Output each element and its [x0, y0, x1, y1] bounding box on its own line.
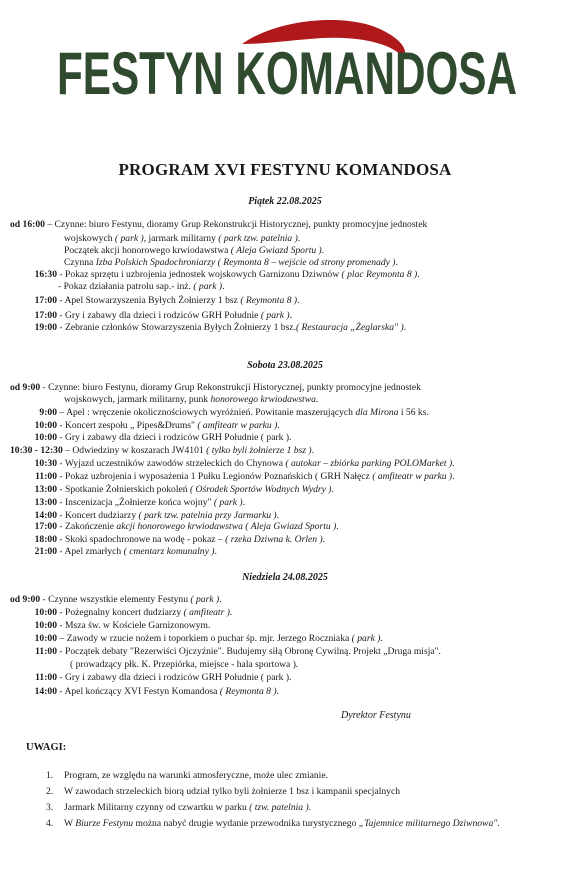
entry-location: ( rzeka Dziwna k. Orlen ) [225, 534, 323, 545]
entry-text: - Czynne: biuro Festynu, dioramy Grup Rekonstrukcji Historycznej, punkty promocyjne jednostek [40, 382, 421, 393]
entry-text: - Początek debaty "Rezerwiści Ojczyźnie". Budujemy siłą Obronę Cywilną. Projekt „Druga misja". [57, 646, 441, 657]
note-item [46, 770, 328, 781]
entry-text: - Wyjazd uczestników zawodów strzeleckich do Chynowa [57, 458, 286, 469]
entry-text: - Pokaz uzbrojenia i wyposażenia 1 Pułku Legionów Poznańskich ( GRH Nałęcz [57, 471, 373, 482]
entry-time: 10:30 - 12:30 [10, 445, 63, 456]
entry-location: ( Restauracja „Żeglarska" ) [295, 322, 404, 333]
program-entry [10, 407, 429, 419]
note-emphasis: „Tajemnice militarnego Dziwnowa" [358, 818, 498, 829]
entry-location: honorowego krwiodawstwa [210, 394, 316, 405]
entry-location: ( tylko byli żołnierze 1 bsz ) [206, 445, 312, 456]
note-emphasis: ( tzw. patelnia ) [249, 802, 309, 813]
entry-text: . [222, 281, 225, 292]
entry-text: - Pokaz działania patrolu sap.- inż. [58, 281, 194, 292]
entry-location: ( park ) [114, 233, 144, 244]
entry-text: - Gry i zabawy dla dzieci i rodziców GRH Południe ( park ). [57, 672, 292, 683]
entry-text: - Spotkanie Żołnierskich pokoleń [57, 484, 190, 495]
program-entry [10, 686, 279, 698]
program-entry [64, 233, 300, 245]
entry-location: akcji honorowego krwiodawstwa ( Aleja Gwiazd Sportu ) [116, 521, 337, 532]
entry-text: - Zebranie członków Stowarzyszenia Byłych Żołnierzy 1 bsz. [57, 322, 296, 333]
entry-location: ( Ośrodek Sportów Wodnych Wydry ) [189, 484, 332, 495]
entry-text: . [452, 458, 455, 469]
entry-time: 14:00 [34, 686, 57, 697]
note-number: 1. [46, 770, 54, 781]
program-entry [10, 219, 427, 231]
program-entry [64, 245, 324, 257]
program-entry [10, 607, 232, 619]
entry-text: - Gry i zabawy dla dzieci i rodziców GRH Południe [57, 310, 261, 321]
program-entry [10, 546, 217, 558]
note-number: 3. [46, 802, 54, 813]
entry-text: . [276, 686, 279, 697]
entry-text: . [229, 607, 233, 618]
entry-location: ( park tzw. patelnia przy Jarmarku ) [138, 510, 277, 521]
entry-time: 9:00 [39, 407, 57, 418]
entry-text: . [219, 594, 222, 605]
entry-time: 11:00 [35, 646, 57, 657]
program-entry [10, 633, 383, 645]
program-entry [10, 620, 210, 632]
entry-text: . [277, 420, 280, 431]
program-entry [70, 659, 298, 671]
entry-text: . [336, 521, 339, 532]
entry-location: . [295, 659, 299, 670]
entry-text: – Odwiedziny w koszarach JW4101 [62, 445, 207, 456]
note-number: 4. [46, 818, 54, 829]
entry-location: ( amfiteatr w parku ) [197, 420, 278, 431]
day-heading: Sobota 23.08.2025 [247, 360, 323, 371]
entry-location: dla Mirona [355, 407, 399, 418]
program-entry [10, 269, 420, 281]
entry-location: ( park ) [351, 633, 381, 644]
program-entry [10, 471, 455, 483]
entry-time: 17:00 [34, 295, 57, 306]
entry-text: - Gry i zabawy dla dzieci i rodziców GRH Południe ( park ). [57, 432, 292, 443]
entry-text: - Koncert dudziarzy [57, 510, 139, 521]
entry-text: . [289, 310, 292, 321]
entry-text: – Apel : wręczenie okolicznościowych wyróżnień. Powitanie maszerujących [57, 407, 356, 418]
entry-location: ( amfiteatr ) [183, 607, 230, 618]
note-item [46, 818, 500, 829]
entry-time: 16:30 [34, 269, 57, 280]
day-heading: Niedziela 24.08.2025 [242, 572, 328, 583]
entry-text: - Zakończenie [57, 521, 117, 532]
entry-time: od 9:00 [10, 382, 41, 393]
note-text: . [497, 818, 500, 829]
note-item [46, 802, 312, 813]
entry-location: ( park tzw. patelnia ) [218, 233, 298, 244]
entry-text: . [380, 633, 383, 644]
entry-text: . [321, 245, 325, 256]
entry-location: ( park ) [260, 310, 290, 321]
entry-time: 19:00 [34, 322, 57, 333]
entry-time: 18:00 [34, 534, 57, 545]
program-entry [10, 594, 222, 606]
entry-location: ( Reymonta 8 ) [219, 686, 277, 697]
program-entry [10, 295, 299, 307]
entry-time: 17:00 [34, 521, 57, 532]
entry-text: - Apel zmarłych [57, 546, 124, 557]
entry-text: . [214, 546, 217, 557]
program-entry [10, 420, 280, 432]
program-entry [58, 281, 225, 293]
entry-text: Początek akcji honorowego krwiodawstwa [64, 245, 231, 256]
festival-logo [52, 14, 522, 104]
page-title: PROGRAM XVI FESTYNU KOMANDOSA [118, 160, 452, 179]
entry-text: - Skoki spadochronowe na wodę - pokaz – [57, 534, 226, 545]
entry-time: 14:00 [34, 510, 57, 521]
entry-text: . [322, 534, 326, 545]
entry-text: - Koncert zespołu „ Pipes&Drums" [57, 420, 198, 431]
entry-time: 10:00 [34, 620, 57, 631]
entry-text: . [331, 484, 334, 495]
entry-time: 10:00 [34, 432, 57, 443]
program-entry [64, 257, 398, 269]
logo-text: FESTYN KOMANDOSA [57, 40, 517, 104]
entry-text: - Inscenizacja „Żołnierze końca wojny" [57, 497, 214, 508]
entry-text: - Pokaz sprzętu i uzbrojenia jednostek wojskowych Garnizonu Dziwnów [57, 269, 342, 280]
entry-text: . [452, 471, 455, 482]
entry-location: ( cmentarz komunalny ) [123, 546, 215, 557]
program-entry [10, 382, 421, 394]
entry-time: 11:00 [35, 672, 57, 683]
program-entry [10, 646, 441, 658]
entry-time: 17:00 [34, 310, 57, 321]
entry-location: Izba Polskich Spadochroniarzy ( Reymonta 8 – wejście od strony promenady ) [95, 257, 396, 268]
entry-text: ( prowadzący płk. K. Przepiórka, miejsce - hala sportowa ) [70, 659, 296, 670]
entry-time: od 9:00 [10, 594, 41, 605]
program-entry [10, 432, 291, 444]
entry-text: . [297, 233, 301, 244]
program-entry [10, 322, 406, 334]
entry-text: – Zawody w rzucie nożem i toporkiem o puchar śp. mjr. Jerzego Roczniaka [57, 633, 352, 644]
entry-time: 10:00 [34, 420, 57, 431]
entry-text: , jarmark militarny [143, 233, 219, 244]
entry-time: 11:00 [35, 471, 57, 482]
entry-location: ( plac Reymonta 8 ) [341, 269, 418, 280]
entry-text: wojskowych [64, 233, 115, 244]
entry-time: 10:00 [34, 607, 57, 618]
entry-text: - Apel kończący XVI Festyn Komandosa [57, 686, 220, 697]
entry-text: - Apel Stowarzyszenia Byłych Żołnierzy 1 bsz [57, 295, 241, 306]
note-text: można nabyć drugie wydanie przewodnika turystycznego [133, 818, 359, 829]
program-entry [10, 484, 334, 496]
entry-text: – Czynne: biuro Festynu, dioramy Grup Rekonstrukcji Historycznej, punkty promocyjne jednostek [44, 219, 428, 230]
entry-location: ( Reymonta 8 ) [240, 295, 298, 306]
entry-text: . [403, 322, 407, 333]
entry-location: ( autokar – zbiórka parking POLOMarket ) [285, 458, 453, 469]
entry-text: . [417, 269, 420, 280]
signature: Dyrektor Festynu [341, 710, 411, 721]
entry-location: ( Aleja Gwiazd Sportu ) [230, 245, 322, 256]
program-entry [64, 394, 318, 406]
entry-text: . [311, 445, 315, 456]
note-text: W [64, 818, 76, 829]
note-text: Jarmark Militarny czynny od czwartku w parku [64, 802, 250, 813]
note-text: W zawodach strzeleckich biorą udział tylko byli żołnierze 1 bsz i kampanii specjalnych [64, 786, 401, 797]
entry-text: Czynna [64, 257, 96, 268]
program-entry [10, 458, 455, 470]
program-entry [10, 672, 291, 684]
entry-location: ( amfiteatr w parku ) [372, 471, 453, 482]
entry-location: ( park ) [213, 497, 243, 508]
note-number: 2. [46, 786, 54, 797]
note-item [46, 786, 401, 797]
entry-time: 21:00 [34, 546, 57, 557]
entry-text: wojskowych, jarmark militarny, punk [64, 394, 211, 405]
program-entry [10, 497, 245, 509]
program-entry [10, 310, 292, 322]
entry-time: 13:00 [34, 497, 57, 508]
entry-text: - Pożegnalny koncert dudziarzy [57, 607, 184, 618]
entry-text: . [297, 295, 300, 306]
entry-time: od 16:00 [10, 219, 45, 230]
entry-location: ( park ) [190, 594, 220, 605]
entry-text: . [315, 394, 319, 405]
entry-text: i 56 ks. [398, 407, 429, 418]
entry-location: ( park ) [193, 281, 223, 292]
day-heading: Piątek 22.08.2025 [248, 196, 322, 207]
note-text: . [308, 802, 312, 813]
note-emphasis: Biurze Festynu [75, 818, 134, 829]
entry-time: 13:00 [34, 484, 57, 495]
entry-text: - Czynne wszystkie elementy Festynu [40, 594, 191, 605]
program-entry [10, 445, 314, 457]
entry-text: - Msza św. w Kościele Garnizonowym. [57, 620, 211, 631]
entry-time: 10:30 [34, 458, 57, 469]
program-entry [10, 521, 339, 533]
uwagi-heading: UWAGI: [26, 742, 67, 753]
entry-time: 10:00 [34, 633, 57, 644]
entry-text: . [242, 497, 245, 508]
program-entry [10, 534, 325, 546]
entry-text: . [276, 510, 280, 521]
entry-text: . [395, 257, 398, 268]
note-text: Program, ze względu na warunki atmosferyczne, może ulec zmianie. [64, 770, 328, 781]
